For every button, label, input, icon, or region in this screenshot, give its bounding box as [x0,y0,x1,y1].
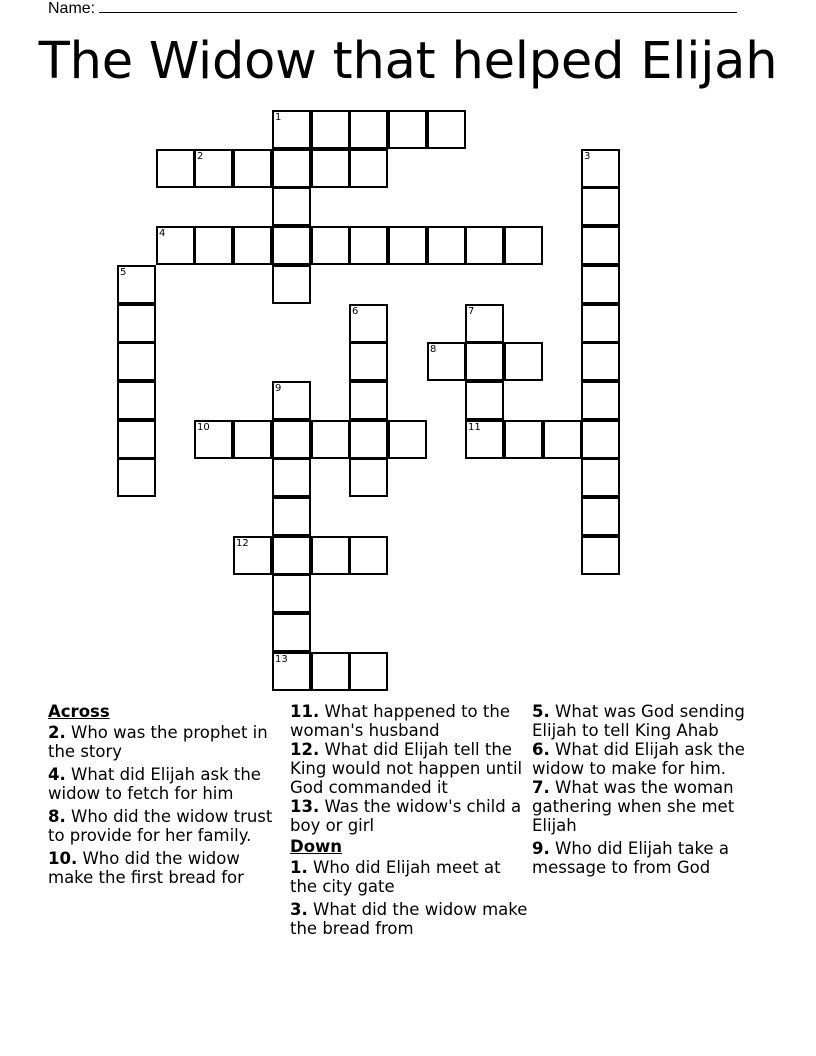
clue-across [290,740,528,797]
cell-number: 12 [236,538,249,549]
clue-text: Who did the widow trust to provide for her family. [48,807,273,845]
cell-number: 5 [120,267,127,278]
clue-number: 9. [532,839,550,858]
grid-cell[interactable] [581,149,620,188]
cell-number: 3 [584,151,591,162]
cell-number: 7 [468,306,475,317]
clue-number: 10. [48,849,78,868]
grid-cell[interactable] [581,187,620,226]
clue-number: 13. [290,797,320,816]
clue-across [290,702,528,740]
grid-cell[interactable] [233,149,272,188]
clue-text: What did Elijah ask the widow to make for him. [532,740,745,778]
clue-text: What did Elijah ask the widow to fetch for him [48,765,261,803]
grid-cell[interactable] [272,187,311,226]
grid-cell[interactable] [388,110,427,149]
clue-number: 4. [48,765,66,784]
grid-cell[interactable] [427,342,466,381]
grid-cell[interactable] [117,420,156,459]
clue-column-1 [48,700,286,891]
clue-number: 12. [290,740,320,759]
clue-across [48,849,286,887]
grid-cell[interactable] [311,110,350,149]
grid-cell[interactable] [504,226,543,265]
grid-cell[interactable] [581,226,620,265]
grid-cell[interactable] [465,342,504,381]
clue-down [532,839,770,877]
grid-cell[interactable] [311,536,350,575]
clue-number: 6. [532,740,550,759]
clue-number: 11. [290,702,320,721]
cell-number: 4 [159,228,166,239]
clue-down [532,778,770,835]
grid-cell[interactable] [581,265,620,304]
grid-cell[interactable] [465,226,504,265]
grid-cell[interactable] [272,420,311,459]
clue-across [48,723,286,761]
grid-cell[interactable] [194,226,233,265]
grid-cell[interactable] [349,381,388,420]
grid-cell[interactable] [272,458,311,497]
clue-number: 8. [48,807,66,826]
grid-cell[interactable] [311,652,350,691]
grid-cell[interactable] [581,420,620,459]
grid-cell[interactable] [311,226,350,265]
grid-cell[interactable] [349,226,388,265]
grid-cell[interactable] [156,149,195,188]
grid-cell[interactable] [117,458,156,497]
grid-cell[interactable] [388,420,427,459]
grid-cell[interactable] [311,420,350,459]
grid-cell[interactable] [349,458,388,497]
grid-cell[interactable] [272,226,311,265]
grid-cell[interactable] [465,304,504,343]
clue-down [532,740,770,778]
clue-down [532,702,770,740]
grid-cell[interactable] [349,420,388,459]
grid-cell[interactable] [504,420,543,459]
name-label: Name: [48,0,96,17]
clue-down [290,900,528,938]
grid-cell[interactable] [272,110,311,149]
grid-cell[interactable] [156,226,195,265]
grid-cell[interactable] [427,226,466,265]
grid-cell[interactable] [581,497,620,536]
grid-cell[interactable] [349,536,388,575]
grid-cell[interactable] [465,381,504,420]
grid-cell[interactable] [117,381,156,420]
grid-cell[interactable] [543,420,582,459]
grid-cell[interactable] [233,536,272,575]
cell-number: 8 [430,344,437,355]
grid-cell[interactable] [272,381,311,420]
down-heading: Down [290,837,343,856]
clue-number: 7. [532,778,550,797]
page-title: The Widow that helped Elijah [38,32,778,91]
grid-cell[interactable] [272,652,311,691]
cell-number: 11 [468,422,481,433]
clue-text: What did the widow make the bread from [290,900,528,938]
clue-text: What happened to the woman's husband [290,702,510,740]
across-heading: Across [48,702,110,721]
clue-text: Who did Elijah take a message to from God [532,839,729,877]
grid-cell[interactable] [272,536,311,575]
cell-number: 1 [275,112,282,123]
clue-text: Who did Elijah meet at the city gate [290,858,501,896]
clue-number: 3. [290,900,308,919]
grid-cell[interactable] [388,226,427,265]
clue-column-2 [290,702,528,942]
grid-cell[interactable] [272,613,311,652]
grid-cell[interactable] [465,420,504,459]
grid-cell[interactable] [194,420,233,459]
grid-cell[interactable] [427,110,466,149]
clue-number: 2. [48,723,66,742]
clue-text: Was the widow's child a boy or girl [290,797,522,835]
cell-number: 10 [197,422,210,433]
clue-text: Who did the widow make the first bread for [48,849,244,887]
grid-cell[interactable] [349,304,388,343]
grid-cell[interactable] [117,265,156,304]
clue-text: What was God sending Elijah to tell King Ahab [532,702,745,740]
cell-number: 2 [197,151,204,162]
grid-cell[interactable] [272,265,311,304]
clue-text: What did Elijah tell the King would not happen until God commanded it [290,740,523,797]
clue-across [290,797,528,835]
cell-number: 13 [275,654,288,665]
grid-cell[interactable] [272,574,311,613]
grid-cell[interactable] [581,342,620,381]
grid-cell[interactable] [504,342,543,381]
grid-cell[interactable] [581,381,620,420]
grid-cell[interactable] [117,342,156,381]
clue-text: What was the woman gathering when she met Elijah [532,778,735,835]
grid-cell[interactable] [233,420,272,459]
clue-number: 5. [532,702,550,721]
cell-number: 6 [352,306,359,317]
grid-cell[interactable] [272,497,311,536]
clue-column-3 [532,702,770,881]
clue-text: Who was the prophet in the story [48,723,268,761]
grid-cell[interactable] [117,304,156,343]
clue-across [48,765,286,803]
grid-cell[interactable] [581,458,620,497]
cell-number: 9 [275,383,282,394]
grid-cell[interactable] [233,226,272,265]
grid-cell[interactable] [581,536,620,575]
clue-across [48,807,286,845]
grid-cell[interactable] [311,149,350,188]
grid-cell[interactable] [194,149,233,188]
clue-number: 1. [290,858,308,877]
clue-down [290,858,528,896]
grid-cell[interactable] [581,304,620,343]
grid-cell[interactable] [349,149,388,188]
grid-cell[interactable] [272,149,311,188]
grid-cell[interactable] [349,652,388,691]
grid-cell[interactable] [349,342,388,381]
grid-cell[interactable] [349,110,388,149]
